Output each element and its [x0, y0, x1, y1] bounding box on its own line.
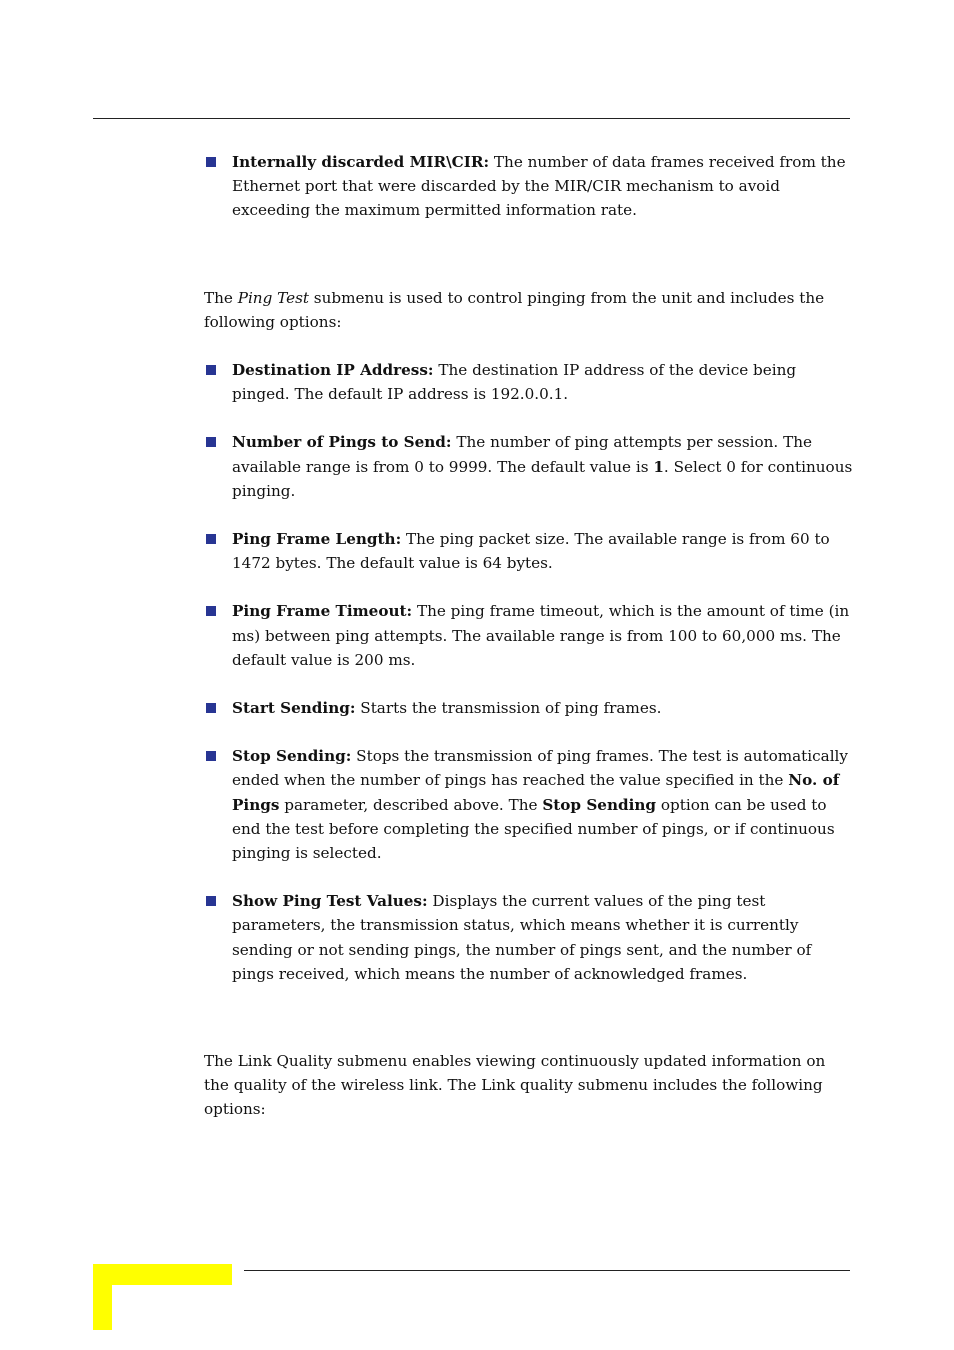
bullet-square-icon: [206, 703, 216, 713]
list-item-ping-frame-timeout: [204, 599, 854, 672]
bullet-square-icon: [206, 157, 216, 167]
item-term: Stop Sending:: [232, 747, 352, 766]
footer-accent-bar: [93, 1264, 232, 1285]
item-term: Internally discarded MIR\CIR:: [232, 153, 490, 171]
item-term: Ping Frame Length:: [232, 530, 402, 549]
footer-rule: [244, 1270, 850, 1271]
list-item-ping-frame-length: [204, 527, 854, 575]
bullet-square-icon: [206, 437, 216, 447]
parameter-name: No. of Pings: [232, 771, 840, 814]
item-term: Start Sending:: [232, 699, 356, 718]
item-term: Show Ping Test Values:: [232, 892, 428, 911]
bullet-square-icon: [206, 365, 216, 375]
link-quality-intro: The Link Quality submenu enables viewing continuously updated information on the quality of the wireless link. The Link quality submenu includes the following options:: [204, 1052, 826, 1119]
list-item-start-sending: [204, 696, 854, 720]
item-text: Displays the current values of the ping test parameters, the transmission status, which means whether it is currently sending or not sending pings, the number of pings sent, and the number of pings received, which means the number of acknowledged frames.: [232, 892, 812, 983]
list-item-stop-sending: [204, 744, 854, 865]
ping-test-intro: [204, 286, 854, 334]
item-text: The number of ping attempts per session. The available range is from 0 to 9999. The default value is: [232, 433, 812, 476]
default-value: 1: [653, 457, 664, 476]
item-text: The destination IP address of the device being pinged. The default IP address is 192.0.0.1.: [232, 361, 797, 404]
list-item-destination-ip: [204, 358, 854, 406]
intro-text: The: [204, 288, 238, 307]
item-text: option can be used to end the test before completing the specified number of pings, or if continuous pinging is selected.: [232, 795, 835, 863]
item-term: Destination IP Address:: [232, 361, 434, 380]
header-rule: [93, 118, 850, 119]
item-term: Number of Pings to Send:: [232, 433, 452, 452]
item-text: The ping packet size. The available range is from 60 to 1472 bytes. The default value is 64 bytes.: [232, 530, 830, 573]
item-text: The ping frame timeout, which is the amount of time (in ms) between ping attempts. The available range is from 100 to 60,000 ms. The default value is 200 ms.: [232, 602, 850, 669]
list-item-number-of-pings: [204, 430, 854, 503]
option-name: Stop Sending: [542, 795, 657, 814]
bullet-square-icon: [206, 751, 216, 761]
submenu-name: Ping Test: [237, 288, 309, 307]
item-text: Stops the transmission of ping frames. The test is automatically ended when the number of pings has reached the value specified in the: [232, 747, 848, 790]
footer-accent-tab: [93, 1264, 112, 1330]
list-item-show-ping-test-values: [204, 889, 854, 986]
list-item-internally-discarded: [204, 150, 854, 223]
bullet-square-icon: [206, 534, 216, 544]
item-text: The number of data frames received from the Ethernet port that were discarded by the MIR/CIR mechanism to avoid exceeding the maximum permitted information rate.: [232, 153, 846, 220]
page-body: [204, 150, 854, 1122]
item-text: Starts the transmission of ping frames.: [355, 699, 662, 718]
item-text: parameter, described above. The: [279, 795, 543, 814]
item-text: . Select 0 for continuous pinging.: [232, 457, 853, 500]
intro-text: submenu is used to control pinging from the unit and includes the following options:: [204, 288, 825, 331]
bullet-square-icon: [206, 606, 216, 616]
bullet-square-icon: [206, 896, 216, 906]
item-term: Ping Frame Timeout:: [232, 602, 413, 621]
